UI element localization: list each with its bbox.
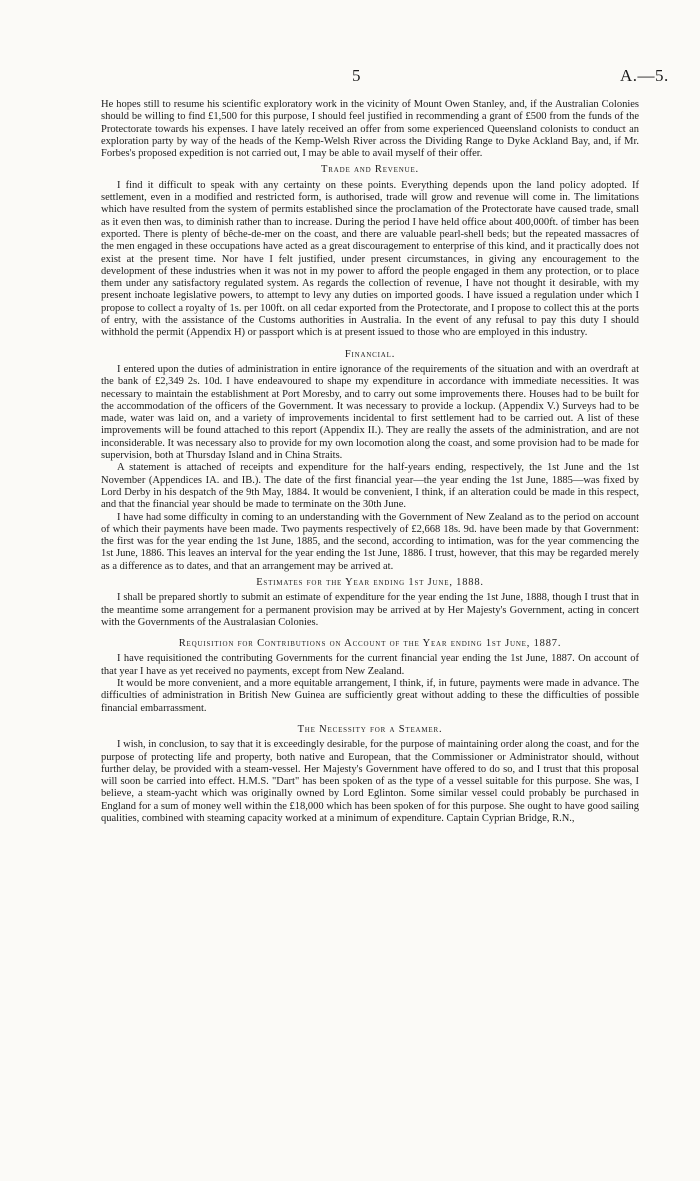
document-reference: A.—5. bbox=[620, 66, 669, 85]
section-heading-trade-revenue: Trade and Revenue. bbox=[321, 164, 419, 176]
paragraph: I shall be prepared shortly to submit an estimate of expenditure for the year ending the 1st June, 1888, though I trust that in the meantime some arrangement for a permanent provision may be arrived at by Her Majesty's Government, acting in concert with the Governments of the Australasian Colonies. bbox=[101, 592, 639, 628]
paragraph: I find it difficult to speak with any certainty on these points. Everything depends upon the land policy adopted. If settlement, even in a modified and restricted form, is authorised, trade will grow and revenue will come in. The limitations which have resulted from the system of permits established since the proclamation of the Protectorate have caused trade, small as it even then was, to diminish rather than to increase. During the period I have held office about 400,000ft. of timber has been exported. There is plenty of bêche-de-mer on the coast, and there are valuable pearl-shell beds; but the repeated massacres of the men engaged in these occupations have acted as a great discouragement to enterprise of this kind, and it practically does not exist at the present time. Nor have I felt justified, under present circumstances, in giving any encouragement to the development of these industries when it was not in my power to afford the people engaged in them any protection, or to place them under any satisfactory regulated system. As regards the collection of revenue, I have not thought it desirable, with my present inchoate legislative powers, to attempt to levy any duties on imported goods. I have issued a regulation under which I propose to collect a royalty of 1s. per 100ft. on all cedar exported from the Protectorate, and I propose to collect this at the ports of entry, with the assistance of the Customs authorities in Australia. In the event of any refusal to pay this duty I should withhold the permit (Appendix H) or passport which is at present issued to those who are employed in this industry. bbox=[101, 179, 639, 339]
section-heading-steamer: The Necessity for a Steamer. bbox=[297, 723, 443, 735]
section-heading-requisition: Requisition for Contributions on Account of the Year ending 1st June, 1887. bbox=[178, 638, 562, 650]
section-heading-financial: Financial. bbox=[344, 348, 396, 360]
page-number: 5 bbox=[352, 66, 361, 85]
section-heading-estimates: Estimates for the Year ending 1st June, 1888. bbox=[256, 576, 484, 588]
paragraph: It would be more convenient, and a more equitable arrangement, I think, if, in future, payments were made in advance. The difficulties of administration in British New Guinea are sufficiently great without adding to these the difficulties of possible financial embarrassment. bbox=[101, 678, 639, 714]
paragraph: I entered upon the duties of administration in entire ignorance of the requirements of the situation and with an overdraft at the bank of £2,349 2s. 10d. I have endeavoured to shape my expenditure in accordance with immediate necessities. It was necessary to maintain the establishment at Port Moresby, and to carry out some improvements there. Houses had to be built for the accommodation of the officers of the Government. It was necessary to provide a lockup. (Appendix V.) Surveys had to be made, water was laid on, and a variety of improvements incidental to first settlement had to be carried out. A list of these improvements will be found attached to this report (Appendix II.). They are really the assets of the administration, and are not inconsiderable. It was necessary also to provide for my own locomotion along the coast, and some provision had to be made for supervision, both at Thursday Island and in China Straits. bbox=[101, 363, 639, 462]
paragraph: A statement is attached of receipts and expenditure for the half-years ending, respectively, the 1st June and the 1st November (Appendices IA. and IB.). The date of the first financial year—the year ending the 1st June, 1885—was fixed by Lord Derby in his despatch of the 9th May, 1884. It would be convenient, I think, if an alteration could be made in this respect, and that the financial year should be made to terminate on the 30th June. bbox=[101, 462, 639, 511]
document-body bbox=[101, 99, 639, 825]
paragraph: I have requisitioned the contributing Governments for the current financial year ending the 1st June, 1887. On account of that year I have as yet received no payments, except from New Zealand. bbox=[101, 653, 639, 677]
paragraph: I have had some difficulty in coming to an understanding with the Government of New Zealand as to the period on account of which their payments have been made. Two payments respectively of £2,668 18s. 9d. have been made by that Government: the first was for the year ending the 1st June, 1885, and the second, according to intimation, was for the year commencing the 1st June, 1886. This leaves an interval for the year ending the 1st June, 1886. I trust, however, that this may be regarded merely as a difference as to dates, and that an arrangement may be arrived at. bbox=[101, 511, 639, 572]
paragraph: I wish, in conclusion, to say that it is exceedingly desirable, for the purpose of maintaining order along the coast, and for the purpose of protecting life and property, both native and European, that the Commissioner or Administrator should, without further delay, be provided with a steam-vessel. Her Majesty's Government have offered to do so, and I trust that this proposal will soon be carried into effect. H.M.S. "Dart" has been spoken of as the type of a vessel suitable for this purpose. She was, I believe, a steam-yacht which was originally owned by Lord Eglinton. Some similar vessel could probably be purchased in England for a sum of money well within the £18,000 which has been spoken of for this purpose. She ought to have good sailing qualities, combined with steaming capacity worked at a minimum of expenditure. Captain Cyprian Bridge, R.N., bbox=[101, 739, 639, 825]
paragraph: He hopes still to resume his scientific exploratory work in the vicinity of Mount Owen Stanley, and, if the Australian Colonies should be willing to find £1,500 for this purpose, I should feel justified in recommending a grant of £500 from the funds of the Protectorate towards his expenses. I have lately received an offer from some experienced Queensland colonists to conduct an exploration party by way of the heads of the Kemp-Welsh River across the Dividing Range to Dyke Ackland Bay, and, if Mr. Forbes's proposed expedition is not carried out, I may be able to avail myself of their offer. bbox=[101, 99, 639, 160]
page-header bbox=[0, 66, 700, 90]
